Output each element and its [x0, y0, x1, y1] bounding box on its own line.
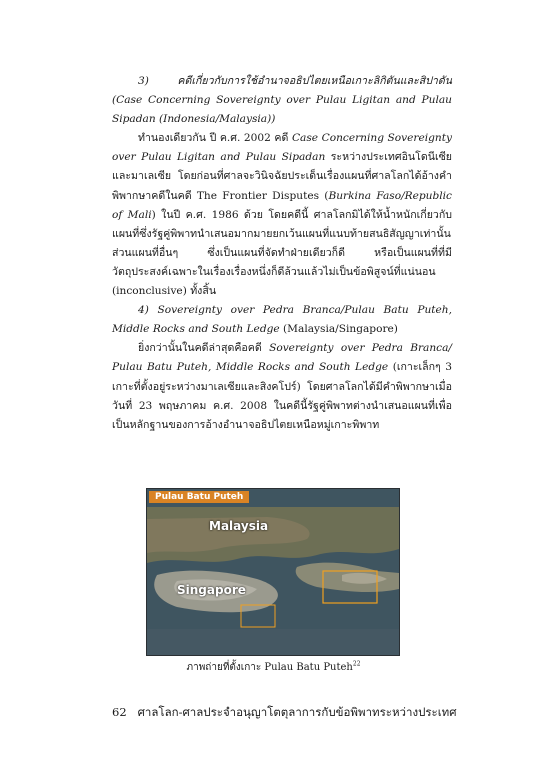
paragraph-1 — [112, 129, 452, 301]
caption-footnote-ref: 22 — [352, 660, 361, 668]
page-number: 62 — [112, 705, 127, 719]
para1-text-2: ระหว่างประเทศอินโดนีเซียและมาเลเซีย โดยก่อนที่ศาลจะวินิจฉัยประเด็นเรื่องแผนที่ศาลโลกได้อ้างคำพิพากษาคดีในคดี The Frontier Disputes ( — [112, 151, 453, 202]
section-heading-3: 3) คดีเกี่ยวกับการใช้อำนาจอธิปไตยเหนือเกาะลิกิตันและสิปาดัน (Case Concerning Sovereignty over Pulau Ligitan and Pulau Sipadan (Indonesia/Malaysia)) — [112, 75, 452, 126]
figure-caption — [0, 660, 547, 675]
para1-parties: Burkina Faso/Republic of Mali — [112, 189, 452, 221]
para1-case-name: Case Concerning Sovereignty over Pulau Ligitan and Pulau Sipadan — [112, 132, 452, 164]
figure-title: Pulau Batu Puteh — [149, 491, 249, 503]
para2-text-2: (เกาะเล็กๆ 3 เกาะที่ตั้งอยู่ระหว่างมาเลเซียและสิงคโปร์) โดยศาลโลกได้มีคำพิพากษาเมื่อวันที่ 23 พฤษภาคม ค.ศ. 2008 ในคดีนี้รัฐคู่พิพาทต่างนำเสนอแผนที่เพื่อเป็นหลักฐานของการอ้างอำนาจอธิปไตยเหนือหมู่เกาะพิพาท — [112, 361, 452, 431]
heading4-parties: (Malaysia/Singapore) — [279, 323, 398, 336]
caption-text: ภาพถ่ายที่ตั้งเกาะ Pulau Batu Puteh — [186, 662, 353, 673]
map-label-singapore: Singapore — [177, 583, 246, 597]
heading4-case-name: 4) Sovereignty over Pedra Branca/Pulau Batu Puteh, Middle Rocks and South Ledge — [112, 304, 452, 336]
running-title: ศาลโลก-ศาลประจำอนุญาโตตุลาการกับข้อพิพาทระหว่างประเทศ — [137, 705, 457, 719]
satellite-photo — [146, 488, 400, 656]
satellite-map-graphic — [147, 489, 399, 655]
paragraph-2 — [112, 339, 452, 434]
para2-case-name: Sovereignty over Pedra Branca/ Pulau Batu Puteh, Middle Rocks and South Ledge — [112, 342, 452, 374]
para1-text-1: ทำนองเดียวกัน ปี ค.ศ. 2002 คดี — [138, 132, 292, 145]
para2-text-1: ยิ่งกว่านั้นในคดีล่าสุดคือคดี — [138, 342, 270, 355]
map-label-malaysia: Malaysia — [209, 519, 269, 533]
page-footer — [112, 704, 457, 722]
body-text — [112, 72, 452, 435]
para1-text-3: ) ในปี ค.ศ. 1986 ด้วย โดยคดีนี้ ศาลโลกมิได้ให้น้ำหนักเกี่ยวกับแผนที่ซึ่งรัฐคู่พิพาทนำเสนอมากมายยกเว้นแผนที่แนบท้ายสนธิสัญญาเท่านั้น ส่วนแผนที่อื่นๆ ซึ่งเป็นแผนที่จัดทำฝ่ายเดียวก็ดี หรือเป็นแผนที่ที่มีวัตถุประสงค์เฉพาะในเรื่องเรื่องหนึ่งก็ดีล้วนแล้วไม่เป็นข้อพิสูจน์ที่แน่นอน (inconclusive) ทั้งสิ้น — [112, 208, 452, 298]
section-heading-4 — [112, 301, 452, 339]
